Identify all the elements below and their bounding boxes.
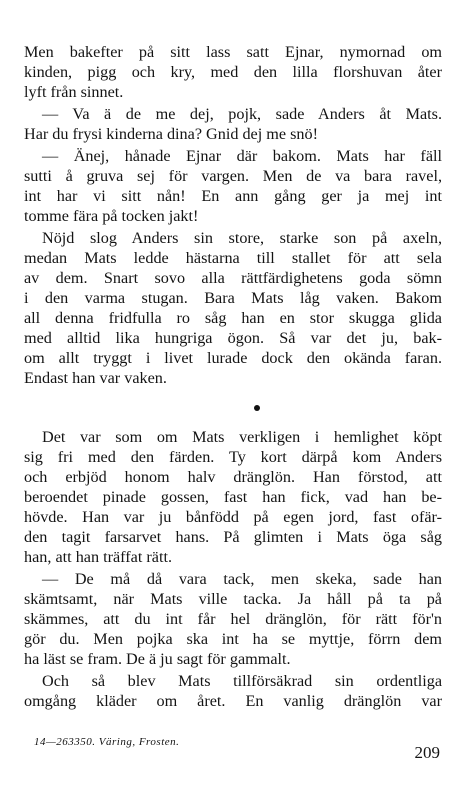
text-line: skämmes, att du int får hel dränglön, för rätt för'n — [24, 610, 442, 628]
text-line: Nöjd slog Anders sin store, starke son på axeln, — [42, 229, 442, 247]
text-line: Och så blev Mats tillförsäkrad sin ordentliga — [42, 672, 442, 690]
text-line: hövde. Han var ju bånfödd på egen jord, fast ofär- — [24, 508, 442, 526]
section-break-bullet — [254, 405, 260, 411]
text-line: ha läst se fram. De ä ju sagt för gammalt. — [24, 650, 291, 668]
text-line: tomme fära på tocken jakt! — [24, 207, 199, 225]
text-line: kinden, pigg och kry, med den lilla florshuvan åter — [24, 63, 442, 81]
text-line: med alltid lika hungriga ögon. Så var det ju, bak- — [24, 329, 442, 347]
text-line: av dem. Snart sovo alla rättfärdighetens goda sömn — [24, 269, 442, 287]
text-line: skämtsamt, när Mats ville tacka. Ja håll på ta på — [24, 590, 442, 608]
text-line: all denna fridfulla ro såg han en stor skugga glida — [24, 309, 442, 327]
text-line: i den varma stugan. Bara Mats låg vaken. Bakom — [24, 289, 442, 307]
text-line: lyft från sinnet. — [24, 83, 124, 101]
text-line: — Änej, hånade Ejnar där bakom. Mats har fäll — [42, 147, 442, 165]
text-line: — Va ä de me dej, pojk, sade Anders åt Mats. — [42, 105, 442, 123]
text-line: och erbjöd honom halv dränglön. Han förstod, att — [24, 468, 442, 486]
text-line: Men bakefter på sitt lass satt Ejnar, nymornad om — [24, 43, 442, 61]
text-line: Endast han var vaken. — [24, 369, 167, 387]
text-line: Har du frysi kinderna dina? Gnid dej me snö! — [24, 125, 318, 143]
text-line: omgång kläder om året. En vanlig dränglön var — [24, 692, 442, 710]
text-line: beroendet pinade gossen, fast han fick, vad han be- — [24, 488, 442, 506]
text-line: gör du. Men pojka ska int ha se myttje, förrn dem — [24, 630, 442, 648]
text-line: sig fri med den färden. Ty kort därpå kom Anders — [24, 448, 442, 466]
text-line: den tagit farsarvet hans. På glimten i Mats öga såg — [24, 528, 442, 546]
page-number: 209 — [414, 743, 440, 762]
text-line: int har vi sitt nån! En ann gång ger ja mej int — [24, 187, 442, 205]
text-line: om allt tryggt i livet lurade dock den okända faran. — [24, 349, 442, 367]
text-line: Det var som om Mats verkligen i hemlighet köpt — [42, 428, 442, 446]
text-line: sutti å gruva sej för vargen. Men de va bara ravel, — [24, 167, 442, 185]
text-line: medan Mats ledde hästarna till stallet för att sela — [24, 249, 442, 267]
text-line: han, att han träffat rätt. — [24, 548, 173, 566]
text-line: — De må då vara tack, men skeka, sade han — [42, 570, 442, 588]
footer-signature: 14—263350. Väring, Frosten. — [34, 736, 180, 748]
